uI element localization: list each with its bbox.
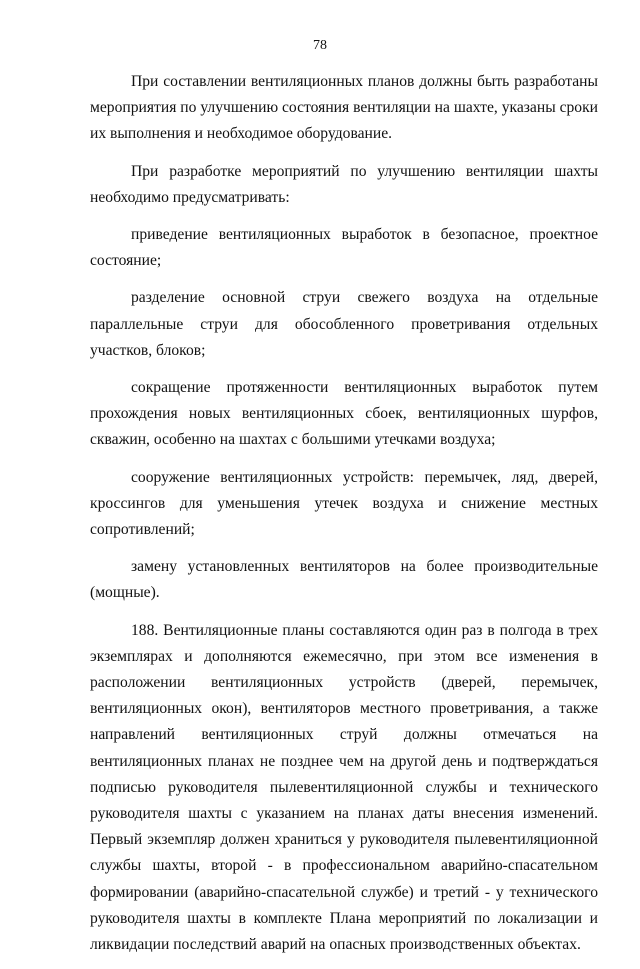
paragraph-measures-intro: При разработке мероприятий по улучшению вентиляции шахты необходимо предусматривать: bbox=[90, 162, 598, 206]
page-number: 78 bbox=[313, 38, 327, 53]
document-body bbox=[90, 69, 598, 969]
paragraph-measure-ventilation-devices: сооружение вентиляционных устройств: перемычек, ляд, дверей, кроссингов для уменьшения утечек воздуха и снижение местных сопротивлений; bbox=[90, 468, 598, 539]
paragraph-measure-safe-state: приведение вентиляционных выработок в безопасное, проектное состояние; bbox=[90, 226, 598, 270]
paragraph-ventilation-plans: При составлении вентиляционных планов должны быть разработаны мероприятия по улучшению состояния вентиляции на шахте, указаны сроки их выполнения и необходимое оборудование. bbox=[90, 73, 598, 143]
paragraph-188: 188. Вентиляционные планы составляются один раз в полгода в трех экземплярах и дополняются ежемесячно, при этом все изменения в расположении вентиляционных устройств (дверей, перемычек, вентиляционных окон), вентиляторов местного проветривания, а также направлений вентиляционных струй должны отмечаться на вентиляционных планах не позднее чем на другой день и подтверждаться подписью руководителя пылевентиляционной службы и технического руководителя шахты с указанием на планах даты внесения изменений. Первый экземпляр должен храниться у руководителя пылевентиляционной службы шахты, второй - в профессиональном аварийно-спасательном формировании (аварийно-спасательной службе) и третий - у технического руководителя шахты в комплекте Плана мероприятий по локализации и ликвидации последствий аварий на опасных производственных объектах. bbox=[90, 621, 598, 954]
paragraph-measure-replace-fans: замену установленных вентиляторов на более производительные (мощные). bbox=[90, 558, 598, 602]
paragraph-measure-air-split: разделение основной струи свежего воздуха на отдельные параллельные струи для обособленного проветривания отдельных участков, блоков; bbox=[90, 289, 598, 359]
paragraph-measure-shorten-workings: сокращение протяженности вентиляционных выработок путем прохождения новых вентиляционных сбоек, вентиляционных шурфов, скважин, особенно на шахтах с большими утечками воздуха; bbox=[90, 379, 598, 449]
